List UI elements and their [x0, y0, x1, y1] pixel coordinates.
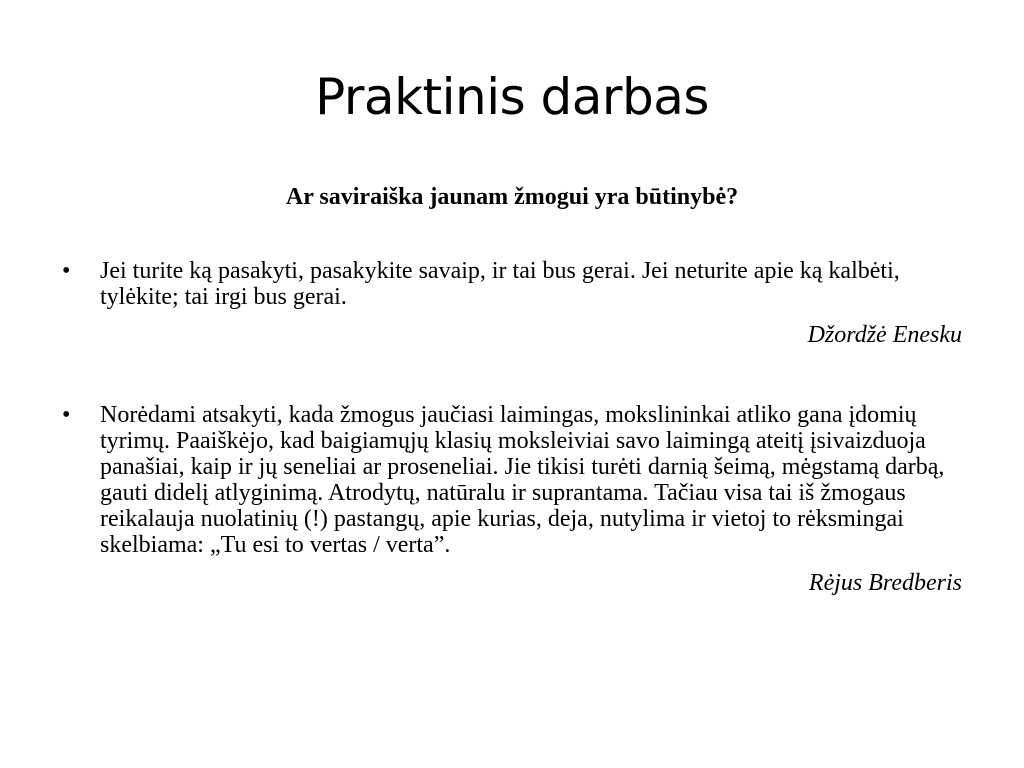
- slide-title: Praktinis darbas: [315, 68, 709, 126]
- quote-author: Rėjus Bredberis: [808, 570, 962, 596]
- bullet-icon: •: [62, 258, 71, 284]
- quote-author: Džordžė Enesku: [807, 322, 962, 348]
- quote-text: Norėdami atsakyti, kada žmogus jaučiasi laimingas, mokslininkai atliko gana įdomių tyrimų. Paaiškėjo, kad baigiamųjų klasių moksleiviai savo laimingą ateitį įsivaizduoja panašiai, kaip ir jų seneliai ar proseneliai. Jie tikisi turėti darnią šeimą, mėgstamą darbą, gauti didelį atlyginimą. Atrodytų, natūralu ir suprantama. Tačiau visa tai iš žmogaus reikalauja nuolatinių (!) pastangų, apie kurias, deja, nutylima ir vietoj to rėksmingai skelbiama: „Tu esi to vertas / verta”.: [100, 402, 945, 558]
- slide-subtitle: Ar saviraiška jaunam žmogui yra būtinybė?: [285, 184, 739, 210]
- bullet-icon: •: [62, 402, 71, 428]
- quote-text: Jei turite ką pasakyti, pasakykite savaip, ir tai bus gerai. Jei neturite apie ką kalbėti, tylėkite; tai irgi bus gerai.: [100, 258, 900, 310]
- quote-item: [62, 402, 962, 596]
- quote-item: [62, 258, 962, 348]
